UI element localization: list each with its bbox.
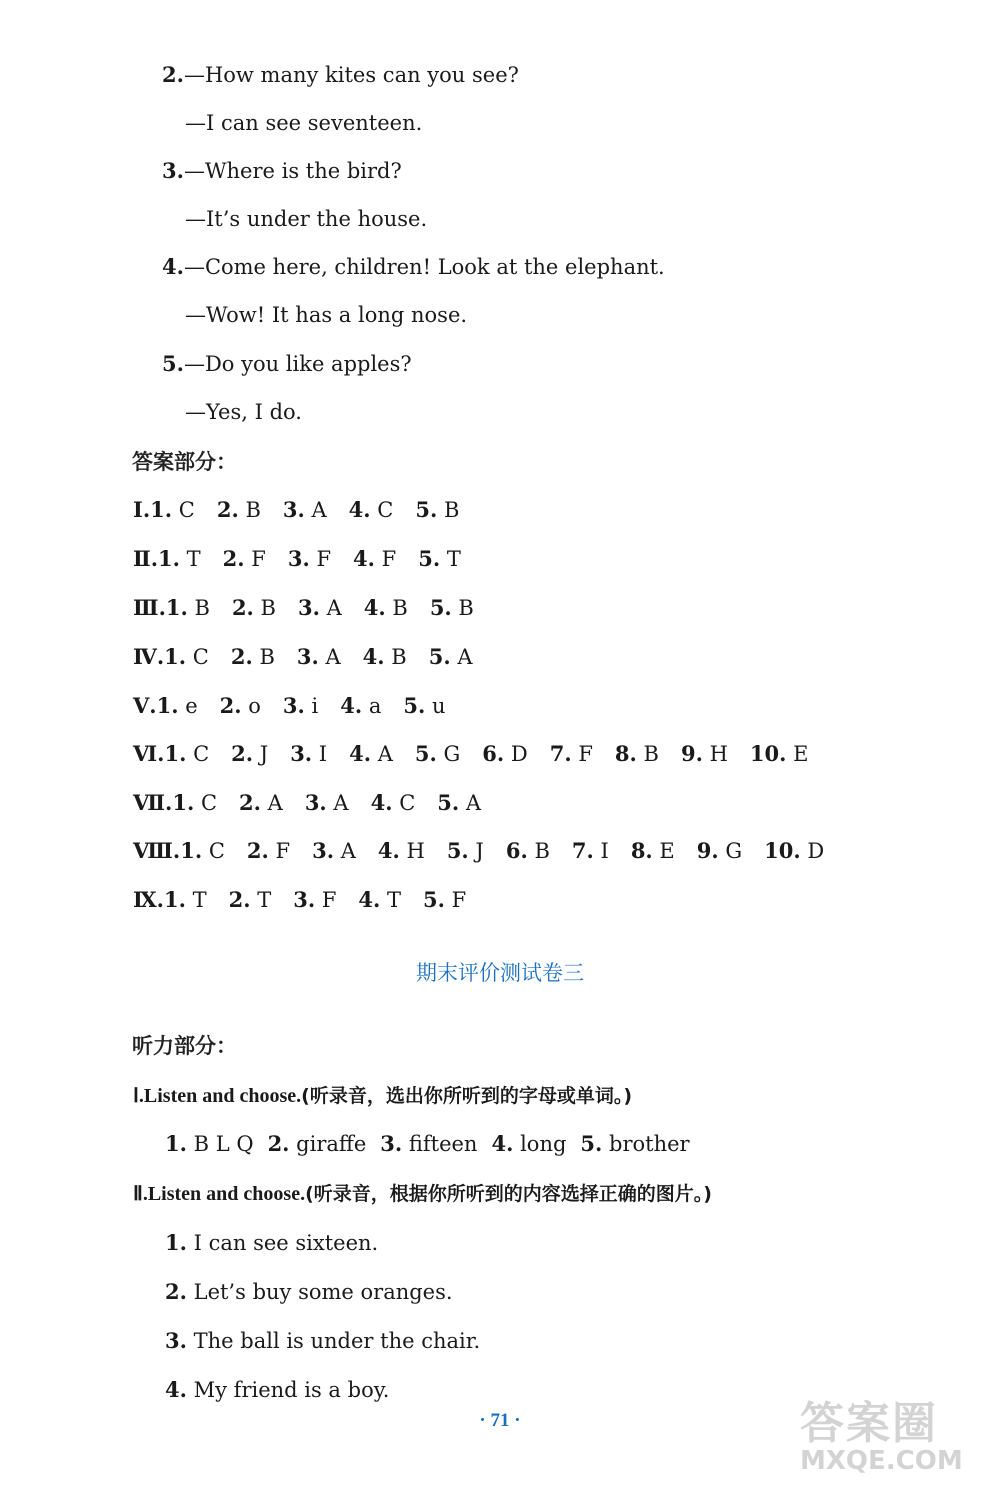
part1-word: 1. B L Q bbox=[165, 1131, 254, 1156]
answer-row-numeral: Ⅸ. bbox=[133, 887, 164, 912]
answer-item: 8. E bbox=[630, 838, 675, 863]
watermark-line2: MXQE.COM bbox=[800, 1446, 963, 1476]
watermark-logo bbox=[800, 1398, 970, 1481]
answer-item: 5. A bbox=[437, 790, 482, 815]
answer-row-numeral: Ⅰ. bbox=[133, 497, 151, 522]
answer-row bbox=[133, 739, 830, 769]
answer-row bbox=[133, 691, 468, 721]
answer-row-numeral: Ⅶ. bbox=[133, 790, 173, 815]
answer-row-numeral: Ⅴ. bbox=[133, 693, 157, 718]
answer-row-numeral: Ⅲ. bbox=[133, 595, 166, 620]
answer-row-numeral: Ⅷ. bbox=[133, 838, 181, 863]
answer-item: 7. F bbox=[549, 741, 593, 766]
answer-item: 5. J bbox=[446, 838, 484, 863]
part1-word-list bbox=[165, 1129, 704, 1159]
answer-item: 1. C bbox=[180, 838, 225, 863]
dialogue-5-question: 5.—Do you like apples? bbox=[162, 351, 412, 376]
answer-item: 4. T bbox=[358, 887, 402, 912]
section-title: 期末评价测试卷三 bbox=[416, 961, 584, 985]
answer-row bbox=[133, 642, 495, 672]
answer-row bbox=[133, 885, 488, 915]
answer-item: 3. A bbox=[296, 644, 341, 669]
answer-item: 9. G bbox=[696, 838, 743, 863]
part2-heading: Ⅱ.Listen and choose.(听录音，根据你所听到的内容选择正确的图片。) bbox=[133, 1183, 712, 1205]
answer-item: 1. C bbox=[150, 497, 195, 522]
answer-row-numeral: Ⅳ. bbox=[133, 644, 165, 669]
answer-item: 10. D bbox=[764, 838, 825, 863]
answer-row-numeral: Ⅱ. bbox=[133, 546, 159, 571]
answer-item: 3. F bbox=[287, 546, 332, 571]
part2-sentence-3: 3. The ball is under the chair. bbox=[165, 1328, 481, 1353]
answer-item: 5. A bbox=[428, 644, 473, 669]
answer-item: 5. u bbox=[403, 693, 446, 718]
answer-item: 5. F bbox=[423, 887, 467, 912]
answer-item: 5. T bbox=[418, 546, 461, 571]
listening-label: 听力部分： bbox=[132, 1034, 237, 1058]
answer-item: 2. B bbox=[216, 497, 261, 522]
answer-item: 4. H bbox=[377, 838, 425, 863]
answer-item: 2. T bbox=[228, 887, 272, 912]
answer-item: 5. G bbox=[414, 741, 461, 766]
answer-item: 3. A bbox=[304, 790, 349, 815]
part2-sentence-4: 4. My friend is a boy. bbox=[165, 1377, 390, 1402]
dialogue-3-question: 3.—Where is the bird? bbox=[162, 158, 402, 183]
answer-row bbox=[133, 544, 483, 574]
answer-item: 1. C bbox=[164, 644, 209, 669]
answer-item: 7. I bbox=[571, 838, 609, 863]
answer-item: 3. I bbox=[290, 741, 328, 766]
part1-word: 4. long bbox=[491, 1131, 567, 1156]
answer-item: 2. F bbox=[222, 546, 266, 571]
answer-item: 3. A bbox=[282, 497, 327, 522]
answer-item: 4. a bbox=[340, 693, 382, 718]
answer-item: 2. J bbox=[231, 741, 269, 766]
answers-label: 答案部分： bbox=[132, 450, 237, 474]
answer-row bbox=[133, 495, 481, 525]
part1-word: 3. fifteen bbox=[380, 1131, 478, 1156]
answer-item: 5. B bbox=[429, 595, 474, 620]
answer-item: 1. T bbox=[163, 887, 207, 912]
answer-item: 2. B bbox=[230, 644, 275, 669]
dialogue-4-question: 4.—Come here, children! Look at the elephant. bbox=[162, 254, 665, 279]
answer-item: 1. C bbox=[172, 790, 218, 815]
answer-item: 8. B bbox=[614, 741, 659, 766]
answer-item: 10. E bbox=[749, 741, 809, 766]
answer-item: 4. B bbox=[362, 644, 407, 669]
answer-item: 4. C bbox=[370, 790, 416, 815]
dialogue-2-question: 2.—How many kites can you see? bbox=[162, 62, 519, 87]
answer-item: 1. B bbox=[165, 595, 210, 620]
answer-item: 1. C bbox=[164, 741, 210, 766]
answer-item: 1. T bbox=[158, 546, 201, 571]
answer-row bbox=[133, 593, 496, 623]
answer-item: 3. i bbox=[282, 693, 319, 718]
answer-item: 1. e bbox=[156, 693, 198, 718]
answer-row bbox=[133, 836, 846, 866]
part1-word: 5. brother bbox=[580, 1131, 690, 1156]
part1-heading: Ⅰ.Listen and choose.(听录音，选出你所听到的字母或单词。) bbox=[133, 1085, 633, 1107]
dialogue-4-answer: —Wow! It has a long nose. bbox=[185, 303, 468, 327]
answer-item: 3. A bbox=[312, 838, 356, 863]
answer-item: 4. B bbox=[363, 595, 408, 620]
answer-row bbox=[133, 788, 503, 818]
page-number: · 71 · bbox=[479, 1410, 521, 1431]
answer-row-numeral: Ⅵ. bbox=[133, 741, 165, 766]
dialogue-3-answer: —It’s under the house. bbox=[185, 207, 428, 231]
answer-item: 6. D bbox=[482, 741, 528, 766]
dialogue-5-answer: —Yes, I do. bbox=[185, 400, 302, 424]
answer-item: 2. F bbox=[246, 838, 291, 863]
part1-word: 2. giraffe bbox=[267, 1131, 367, 1156]
answer-item: 6. B bbox=[505, 838, 550, 863]
answer-item: 2. A bbox=[239, 790, 283, 815]
dialogue-2-answer: —I can see seventeen. bbox=[185, 111, 423, 135]
answer-item: 4. F bbox=[353, 546, 397, 571]
answer-item: 4. A bbox=[349, 741, 393, 766]
answer-item: 3. F bbox=[293, 887, 337, 912]
watermark-line1: 答案圈 bbox=[800, 1398, 938, 1449]
answer-item: 9. H bbox=[680, 741, 728, 766]
answer-item: 2. B bbox=[231, 595, 276, 620]
answer-item: 2. o bbox=[219, 693, 261, 718]
part2-sentence-1: 1. I can see sixteen. bbox=[165, 1230, 379, 1255]
part2-sentence-2: 2. Let’s buy some oranges. bbox=[165, 1279, 453, 1304]
answer-item: 4. C bbox=[348, 497, 394, 522]
answer-item: 3. A bbox=[297, 595, 342, 620]
answer-item: 5. B bbox=[415, 497, 460, 522]
